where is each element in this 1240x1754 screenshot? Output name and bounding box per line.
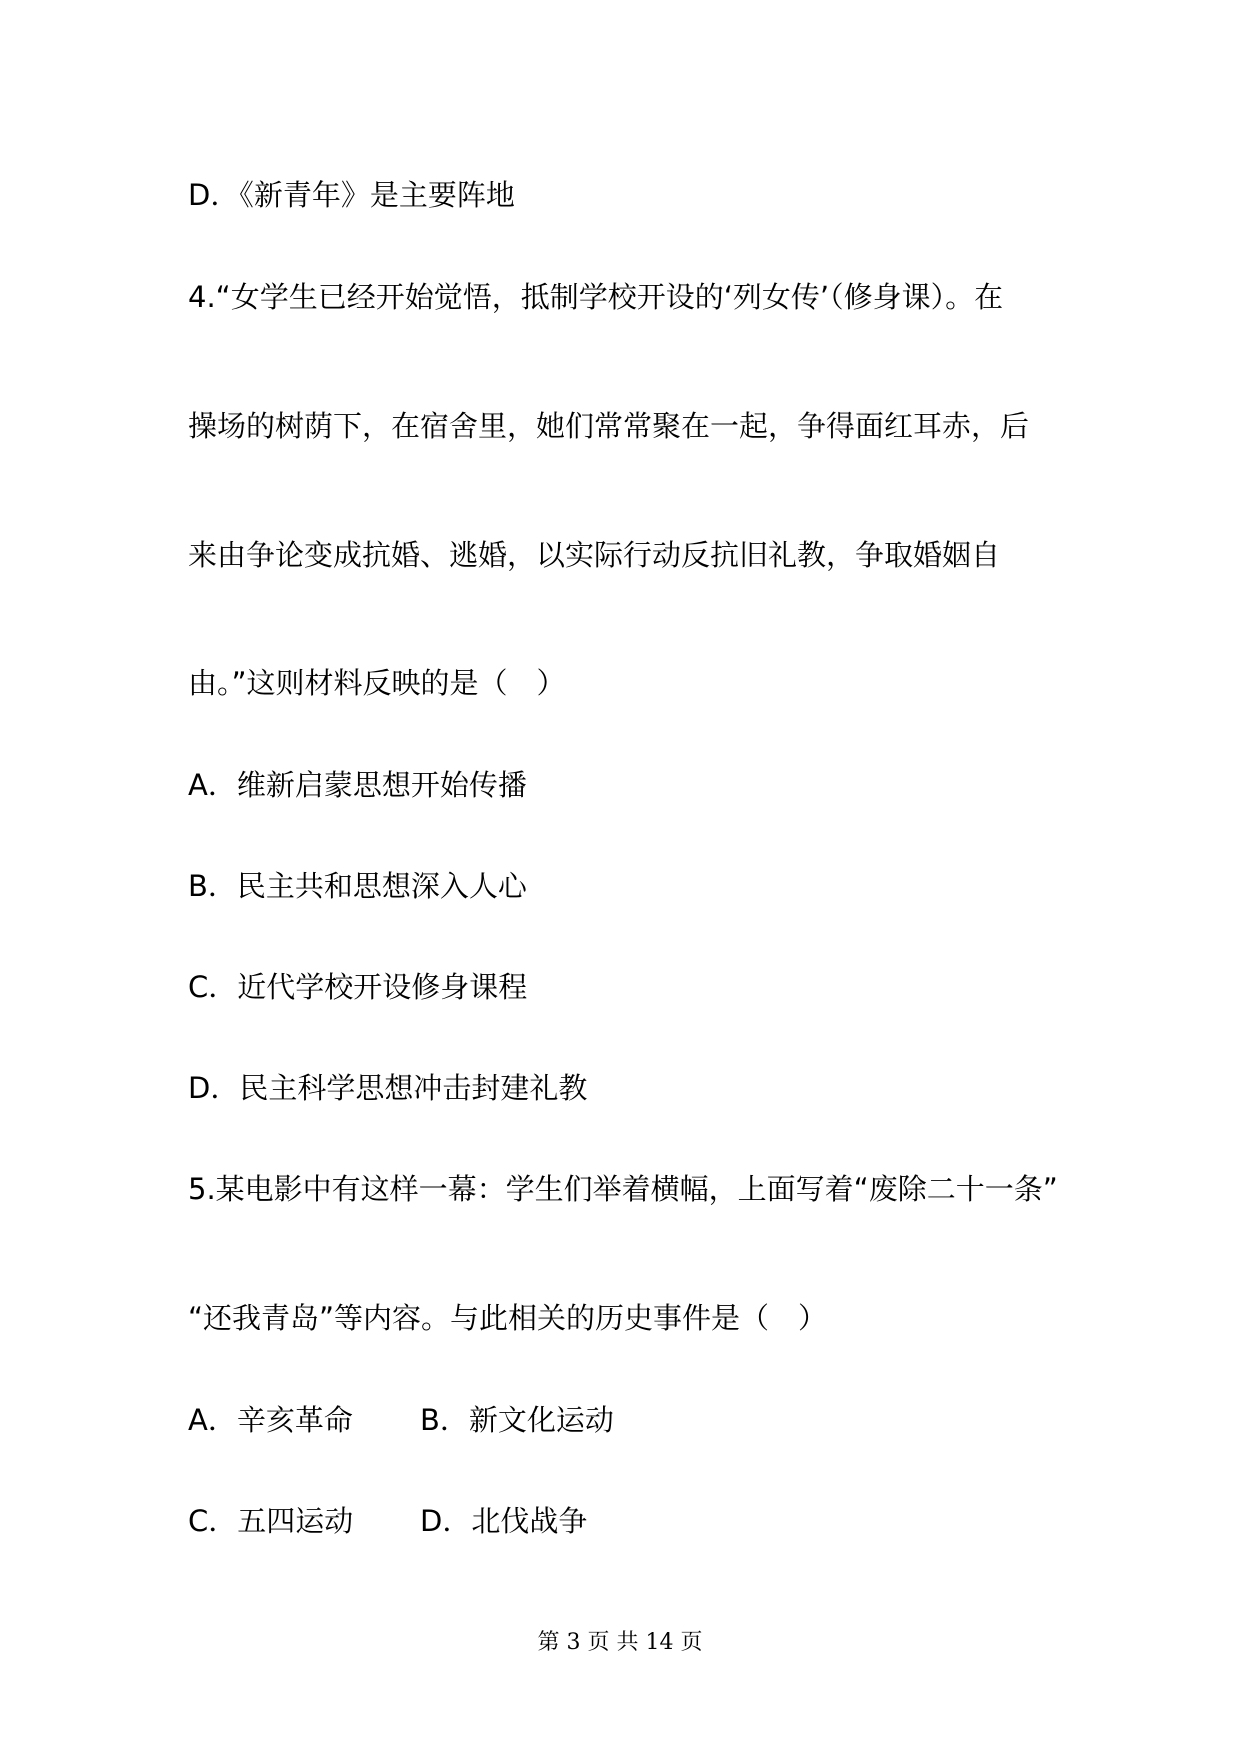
q4-option-b: B．民主共和思想深入人心 (188, 869, 527, 903)
q5-options-row-2 (188, 1501, 587, 1541)
q3-option-d: D．《新青年》是主要阵地 (188, 178, 515, 212)
page-footer: 第 3 页 共 14 页 (537, 1630, 703, 1655)
q4-stem-line-1: 4.“女学生已经开始觉悟，抵制学校开设的‘列女传’（修身课）。在 (188, 280, 1004, 314)
q5-stem-line-1: 5.某电影中有这样一幕：学生们举着横幅，上面写着“废除二十一条” (188, 1172, 1058, 1206)
q4-option-a: A．维新启蒙思想开始传播 (188, 768, 527, 802)
q5-option-c: C．五四运动 (188, 1504, 354, 1538)
q4-option-c: C．近代学校开设修身课程 (188, 970, 528, 1004)
q5-option-a: A．辛亥革命 (188, 1403, 353, 1437)
q5-options-row-1 (188, 1400, 614, 1440)
q4-stem-line-4: 由。”这则材料反映的是（ ） (188, 666, 566, 700)
q5-option-b: B．新文化运动 (420, 1403, 614, 1437)
q4-option-d: D．民主科学思想冲击封建礼教 (188, 1071, 588, 1105)
q4-stem-line-2: 操场的树荫下，在宿舍里，她们常常聚在一起，争得面红耳赤，后 (188, 409, 1030, 443)
q5-stem-line-2: “还我青岛”等内容。与此相关的历史事件是（ ） (188, 1301, 828, 1335)
q5-option-d: D．北伐战争 (420, 1504, 588, 1538)
q4-stem-line-3: 来由争论变成抗婚、逃婚，以实际行动反抗旧礼教，争取婚姻自 (188, 538, 1001, 572)
